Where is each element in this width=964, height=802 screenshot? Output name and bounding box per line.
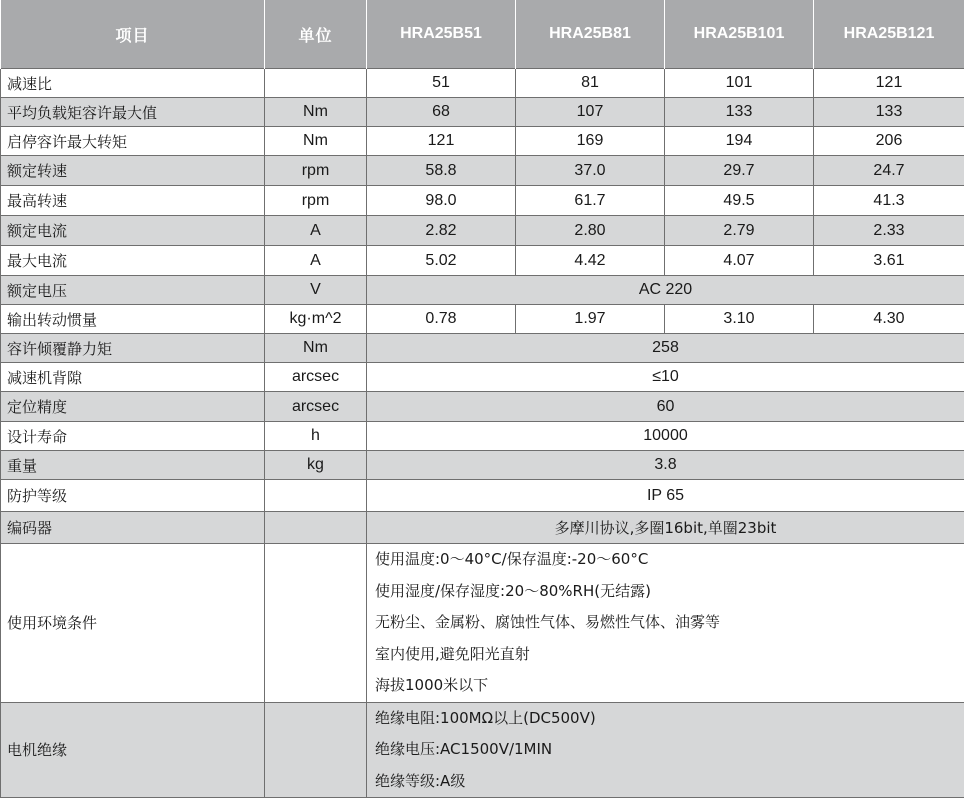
table-row	[1, 156, 964, 186]
environment-row	[1, 544, 964, 703]
row-unit: rpm	[265, 156, 367, 186]
row-name: 重量	[1, 451, 265, 480]
row-unit	[265, 512, 367, 544]
row-value: 4.30	[814, 305, 964, 334]
row-unit: A	[265, 246, 367, 276]
row-value: 169	[516, 127, 665, 156]
row-unit: kg·m^2	[265, 305, 367, 334]
row-value: 58.8	[367, 156, 516, 186]
row-value: 51	[367, 69, 516, 98]
row-name: 设计寿命	[1, 422, 265, 451]
row-value: 2.33	[814, 216, 964, 246]
row-unit	[265, 480, 367, 512]
row-unit: Nm	[265, 98, 367, 127]
row-unit: arcsec	[265, 363, 367, 392]
table-row	[1, 186, 964, 216]
table-row	[1, 305, 964, 334]
row-value: 206	[814, 127, 964, 156]
table-row	[1, 69, 964, 98]
table-row	[1, 276, 964, 305]
row-value: IP 65	[367, 480, 964, 512]
table-row	[1, 98, 964, 127]
row-value: 29.7	[665, 156, 814, 186]
row-unit: V	[265, 276, 367, 305]
row-name: 最高转速	[1, 186, 265, 216]
row-value: 194	[665, 127, 814, 156]
row-value: 121	[367, 127, 516, 156]
row-value: 2.80	[516, 216, 665, 246]
row-value: 2.82	[367, 216, 516, 246]
header-model: HRA25B121	[814, 0, 964, 69]
environment-line: 使用温度:0～40°C/保存温度:-20～60°C	[375, 550, 649, 568]
row-value: 4.07	[665, 246, 814, 276]
row-value: 133	[814, 98, 964, 127]
row-unit: Nm	[265, 127, 367, 156]
row-unit: A	[265, 216, 367, 246]
table-row	[1, 392, 964, 422]
header-model: HRA25B101	[665, 0, 814, 69]
table-row	[1, 422, 964, 451]
header-unit: 单位	[265, 0, 367, 69]
table-row	[1, 334, 964, 363]
environment-line: 使用湿度/保存湿度:20～80%RH(无结露)	[375, 581, 651, 600]
row-name: 容许倾覆静力矩	[1, 334, 265, 363]
row-value: 3.10	[665, 305, 814, 334]
row-value: 3.8	[367, 451, 964, 480]
insulation-specs	[367, 702, 964, 797]
row-value: 68	[367, 98, 516, 127]
row-unit: rpm	[265, 186, 367, 216]
row-name: 额定转速	[1, 156, 265, 186]
row-name: 平均负载矩容许最大值	[1, 98, 265, 127]
insulation-line: 绝缘电阻:100MΩ以上(DC500V)	[375, 708, 596, 727]
environment-name: 使用环境条件	[1, 544, 265, 703]
row-value: 98.0	[367, 186, 516, 216]
row-value: 10000	[367, 422, 964, 451]
environment-conditions	[367, 544, 964, 703]
table-row	[1, 512, 964, 544]
environment-line: 无粉尘、金属粉、腐蚀性气体、易燃性气体、油雾等	[375, 613, 721, 632]
row-value: 3.61	[814, 246, 964, 276]
row-name: 额定电压	[1, 276, 265, 305]
row-value: 101	[665, 69, 814, 98]
table-row	[1, 451, 964, 480]
row-value: 24.7	[814, 156, 964, 186]
row-value: 61.7	[516, 186, 665, 216]
header-item: 项目	[1, 0, 265, 69]
row-value: AC 220	[367, 276, 964, 305]
table-row	[1, 127, 964, 156]
row-value: ≤10	[367, 363, 964, 392]
insulation-row	[1, 702, 964, 797]
row-value: 258	[367, 334, 964, 363]
row-unit	[265, 69, 367, 98]
row-value: 1.97	[516, 305, 665, 334]
insulation-line: 绝缘等级:A级	[375, 771, 466, 790]
row-value: 121	[814, 69, 964, 98]
row-unit: kg	[265, 451, 367, 480]
row-name: 防护等级	[1, 480, 265, 512]
row-name: 编码器	[1, 512, 265, 544]
row-name: 额定电流	[1, 216, 265, 246]
row-name: 减速机背隙	[1, 363, 265, 392]
row-name: 定位精度	[1, 392, 265, 422]
row-name: 启停容许最大转矩	[1, 127, 265, 156]
row-value: 41.3	[814, 186, 964, 216]
row-value: 133	[665, 98, 814, 127]
table-row	[1, 363, 964, 392]
insulation-name: 电机绝缘	[1, 702, 265, 797]
row-value: 107	[516, 98, 665, 127]
row-name: 输出转动惯量	[1, 305, 265, 334]
header-model: HRA25B81	[516, 0, 665, 69]
environment-line: 室内使用,避免阳光直射	[375, 644, 530, 663]
row-unit: Nm	[265, 334, 367, 363]
row-value: 多摩川协议,多圈16bit,单圈23bit	[367, 512, 964, 544]
row-value: 60	[367, 392, 964, 422]
row-value: 0.78	[367, 305, 516, 334]
row-value: 2.79	[665, 216, 814, 246]
row-value: 81	[516, 69, 665, 98]
row-name: 最大电流	[1, 246, 265, 276]
row-value: 5.02	[367, 246, 516, 276]
table-row	[1, 216, 964, 246]
row-value: 4.42	[516, 246, 665, 276]
row-name: 减速比	[1, 69, 265, 98]
header-model: HRA25B51	[367, 0, 516, 69]
row-unit: h	[265, 422, 367, 451]
insulation-line: 绝缘电压:AC1500V/1MIN	[375, 740, 553, 759]
insulation-unit	[265, 702, 367, 797]
table-row	[1, 480, 964, 512]
environment-unit	[265, 544, 367, 703]
table-row	[1, 246, 964, 276]
row-value: 49.5	[665, 186, 814, 216]
row-value: 37.0	[516, 156, 665, 186]
row-unit: arcsec	[265, 392, 367, 422]
environment-line: 海拔1000米以下	[375, 676, 489, 695]
table-header-row	[1, 0, 964, 69]
